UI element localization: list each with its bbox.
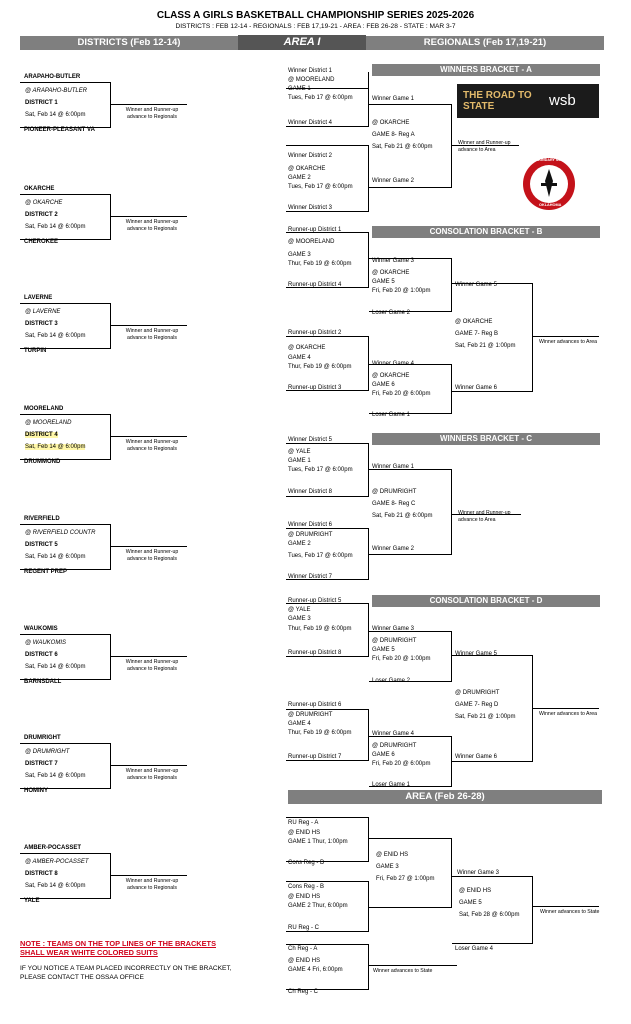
d-g5-team1: Winner Game 3 [372,626,415,632]
district-top-team: AMBER-POCASSET [24,845,82,851]
district-host: @ ARAPAHO-BUTLER [25,88,88,94]
b-g4-game: GAME 4 [288,355,311,361]
c-advance-note: Winner and Runner-up advance to Area [458,510,511,523]
d-final-date: Sat, Feb 21 @ 1:00pm [455,714,516,720]
d-g4-date: Thur, Feb 19 @ 6:00pm [288,730,352,736]
b-g3-host: @ MOORELAND [288,239,335,245]
area-g4-host: @ ENID HS [288,958,321,964]
district-bottom-team: HOMINY [24,788,48,794]
area-g2-team1: Cons Reg - B [288,884,325,890]
district-bottom-team: BARNSDALL [24,679,62,685]
b-final-host: @ OKARCHE [455,319,493,325]
b-winner-game5: Winner Game 5 [455,282,498,288]
page-title: CLASS A GIRLS BASKETBALL CHAMPIONSHIP SERIES 2025-2026 [156,10,475,21]
district-bottom-team: REGENT PREP [24,569,68,575]
district-date: Sat, Feb 14 @ 6:00pm [25,112,86,118]
area-g1-team1: RU Reg - A [288,820,319,826]
a-g2-game: GAME 2 [288,175,311,181]
ossaa-seal-logo [522,157,592,211]
wsb-text: wsb [549,92,576,109]
district-top-team: WAUKOMIS [24,626,58,632]
district-name: DISTRICT 8 [25,871,58,877]
a-final-date: Sat, Feb 21 @ 6:00pm [372,144,433,150]
a-winner-game1: Winner Game 1 [372,96,415,102]
seal-bottom-text: OKLAHOMA [539,203,562,207]
area-g1-host: @ ENID HS [288,830,321,836]
district-date: Sat, Feb 14 @ 6:00pm [25,664,86,670]
district-advance-note: Winner and Runner-up advance to Regionals [125,659,179,672]
district-top-team: RIVERFIELD [24,516,60,522]
area-title: AREA (Feb 26-28) [288,790,602,804]
c-final-host: @ DRUMRIGHT [372,489,417,495]
d-g6-team2: Loser Game 1 [372,782,411,788]
d-final-host: @ DRUMRIGHT [455,690,500,696]
road-to-state-text: THE ROAD TO STATE [463,90,532,112]
d-g3-date: Thur, Feb 19 @ 6:00pm [288,626,352,632]
district-bottom-team: PIONEER-PLEASANT VA [24,127,95,133]
area-g2-game: GAME 2 Thur, 6:00pm [288,903,348,909]
area-g4-team2: Ch Reg - C [288,989,319,995]
area-g5-date: Sat, Feb 28 @ 6:00pm [459,912,520,918]
district-bottom-team: TURPIN [24,348,47,354]
b-final-date: Sat, Feb 21 @ 1:00pm [455,343,516,349]
district-host: @ AMBER-POCASSET [25,859,89,865]
district-bottom-team: CHEROKEE [24,239,59,245]
d-advance-note: Winner advances to Area [539,711,597,717]
area-g5-host: @ ENID HS [459,888,492,894]
district-bottom-team: DRUMMOND [24,459,61,465]
d-g4-team1: Runner-up District 6 [288,702,342,708]
d-g5-team2: Loser Game 2 [372,678,411,684]
area-winner-game3: Winner Game 3 [457,870,500,876]
district-host: @ WAUKOMIS [25,640,66,646]
b-g4-team1: Runner-up District 2 [288,330,342,336]
contact-note-line1: IF YOU NOTICE A TEAM PLACED INCORRECTLY ON THE BRACKET, [20,965,232,972]
b-g5-team1: Winner Game 3 [372,258,415,264]
contact-note-line2: PLEASE CONTACT THE OSSAA OFFICE [20,974,144,981]
road-to-state-logo [457,84,599,118]
district-top-team: ARAPAHO-BUTLER [24,74,81,80]
district-host: @ LAVERNE [25,309,61,315]
c-g1-date: Tues, Feb 17 @ 6:00pm [288,467,353,473]
b-final-game: GAME 7- Reg B [455,331,499,337]
area-g5-advance-note: Winner advances to State [540,909,600,915]
area-bar: AREA I [238,35,366,50]
districts-bar: DISTRICTS (Feb 12-14) [20,36,238,50]
district-top-team: MOORELAND [24,406,64,412]
a-g1-game: GAME 1 [288,86,311,92]
c-g2-host: @ DRUMRIGHT [288,532,333,538]
area-g3-host: @ ENID HS [376,852,409,858]
b-g4-host: @ OKARCHE [288,345,326,351]
district-date: Sat, Feb 14 @ 6:00pm [25,333,86,339]
d-final-game: GAME 7- Reg D [455,702,499,708]
a-final-host: @ OKARCHE [372,120,410,126]
area-g2-team2: RU Reg - C [288,925,320,931]
a-winner-game2: Winner Game 2 [372,178,415,184]
district-advance-note: Winner and Runner-up advance to Regionals [125,439,179,452]
area-g4-advance-note: Winner advances to State [373,968,433,974]
district-name: DISTRICT 2 [25,212,58,218]
area-g2-host: @ ENID HS [288,894,321,900]
b-g3-game: GAME 3 [288,252,311,258]
d-winner-game5: Winner Game 5 [455,651,498,657]
district-date: Sat, Feb 14 @ 6:00pm [25,883,86,889]
b-g6-game: GAME 6 [372,382,395,388]
b-g5-date: Fri, Feb 20 @ 1:00pm [372,288,431,294]
a-g2-team2: Winner District 3 [288,205,333,211]
b-g4-date: Thur, Feb 19 @ 6:00pm [288,364,352,370]
b-g6-team1: Winner Game 4 [372,361,415,367]
bracket-d-title: CONSOLATION BRACKET - D [372,595,600,607]
d-g3-game: GAME 3 [288,616,311,622]
a-final-game: GAME 8- Reg A [372,132,415,138]
district-name: DISTRICT 6 [25,652,58,658]
district-date: Sat, Feb 14 @ 6:00pm [25,224,86,230]
district-host: @ OKARCHE [25,200,63,206]
district-advance-note: Winner and Runner-up advance to Regionals [125,878,179,891]
area-loser-game4: Loser Game 4 [455,946,494,952]
d-g5-game: GAME 5 [372,647,395,653]
b-g5-host: @ OKARCHE [372,270,410,276]
d-winner-game6: Winner Game 6 [455,754,498,760]
district-name: DISTRICT 5 [25,542,58,548]
b-g6-host: @ OKARCHE [372,373,410,379]
a-g2-team1: Winner District 2 [288,153,333,159]
c-final-game: GAME 8- Reg C [372,501,416,507]
d-g4-host: @ DRUMRIGHT [288,712,333,718]
a-g2-date: Tues, Feb 17 @ 6:00pm [288,184,353,190]
d-g6-team1: Winner Game 4 [372,731,415,737]
d-g3-team1: Runner-up District 5 [288,598,342,604]
d-g4-game: GAME 4 [288,721,311,727]
district-host: @ RIVERFIELD COUNTR [25,530,96,536]
b-g6-date: Fri, Feb 20 @ 6:00pm [372,391,431,397]
c-g2-team1: Winner District 6 [288,522,333,528]
b-g4-team2: Runner-up District 3 [288,385,342,391]
c-g1-team1: Winner District 5 [288,437,333,443]
district-name: DISTRICT 3 [25,321,58,327]
district-date: Sat, Feb 14 @ 6:00pm [25,773,86,779]
b-g3-team2: Runner-up District 4 [288,282,342,288]
b-g6-team2: Loser Game 1 [372,412,411,418]
district-host: @ DRUMRIGHT [25,749,70,755]
a-g2-host: @ OKARCHE [288,166,326,172]
b-g5-game: GAME 5 [372,279,395,285]
b-g5-team2: Loser Game 2 [372,310,411,316]
c-final-date: Sat, Feb 21 @ 6:00pm [372,513,433,519]
a-g1-team2: Winner District 4 [288,120,333,126]
bracket-c-title: WINNERS BRACKET - C [372,433,600,445]
a-advance-note: Winner and Runner-up advance to Area [458,140,511,153]
d-g6-date: Fri, Feb 20 @ 6:00pm [372,761,431,767]
bracket-a-title: WINNERS BRACKET - A [372,64,600,76]
regionals-bar: REGIONALS (Feb 17,19-21) [366,36,604,50]
bracket-b-title: CONSOLATION BRACKET - B [372,226,600,238]
district-date: Sat, Feb 14 @ 6:00pm [25,444,86,450]
note-line1: NOTE : TEAMS ON THE TOP LINES OF THE BRACKETS [20,939,216,948]
d-g6-host: @ DRUMRIGHT [372,743,417,749]
district-advance-note: Winner and Runner-up advance to Regionals [125,549,179,562]
c-g1-team2: Winner District 8 [288,489,333,495]
schedule-dates: DISTRICTS : FEB 12-14 - REGIONALS : FEB 17,19-21 - AREA : FEB 26-28 - STATE : MAR 3-7 [175,23,456,30]
note-line2: SHALL WEAR WHITE COLORED SUITS [20,948,158,957]
b-advance-note: Winner advances to Area [539,339,597,345]
district-advance-note: Winner and Runner-up advance to Regionals [125,328,179,341]
c-g2-team2: Winner District 7 [288,574,333,580]
district-top-team: LAVERNE [24,295,53,301]
d-g5-date: Fri, Feb 20 @ 1:00pm [372,656,431,662]
b-g3-team1: Runner-up District 1 [288,227,342,233]
area-g1-team2: Cons Reg - D [288,860,325,866]
c-g2-date: Tues, Feb 17 @ 6:00pm [288,553,353,559]
area-g1-game: GAME 1 Thur, 1:00pm [288,839,348,845]
district-advance-note: Winner and Runner-up advance to Regionals [125,219,179,232]
b-winner-game6: Winner Game 6 [455,385,498,391]
a-g1-host: @ MOORELAND [288,77,335,83]
d-g3-host: @ YALE [288,607,311,613]
d-g6-game: GAME 6 [372,752,395,758]
b-g3-date: Thur, Feb 19 @ 6:00pm [288,261,352,267]
area-g4-team1: Ch Reg - A [288,946,318,952]
c-winner-game1: Winner Game 1 [372,464,415,470]
district-host: @ MOORELAND [25,420,72,426]
district-advance-note: Winner and Runner-up advance to Regionals [125,107,179,120]
district-top-team: OKARCHE [24,186,55,192]
a-g1-team1: Winner District 1 [288,68,333,74]
d-g3-team2: Runner-up District 8 [288,650,342,656]
area-g3-date: Fri, Feb 27 @ 1:00pm [376,876,435,882]
a-g1-date: Tues, Feb 17 @ 6:00pm [288,95,353,101]
district-name: DISTRICT 4 [25,432,58,438]
area-g5-game: GAME 5 [459,900,482,906]
d-g5-host: @ DRUMRIGHT [372,638,417,644]
c-g1-game: GAME 1 [288,458,311,464]
district-date: Sat, Feb 14 @ 6:00pm [25,554,86,560]
area-g3-game: GAME 3 [376,864,399,870]
seal-text: SECONDARY SCHOOL ACTIVITIES [532,158,592,162]
district-name: DISTRICT 1 [25,100,58,106]
c-g2-game: GAME 2 [288,541,311,547]
district-advance-note: Winner and Runner-up advance to Regionals [125,768,179,781]
c-winner-game2: Winner Game 2 [372,546,415,552]
area-g4-game: GAME 4 Fri, 6:00pm [288,967,343,973]
district-name: DISTRICT 7 [25,761,58,767]
c-g1-host: @ YALE [288,449,311,455]
district-top-team: DRUMRIGHT [24,735,61,741]
d-g4-team2: Runner-up District 7 [288,754,342,760]
district-bottom-team: YALE [24,898,40,904]
